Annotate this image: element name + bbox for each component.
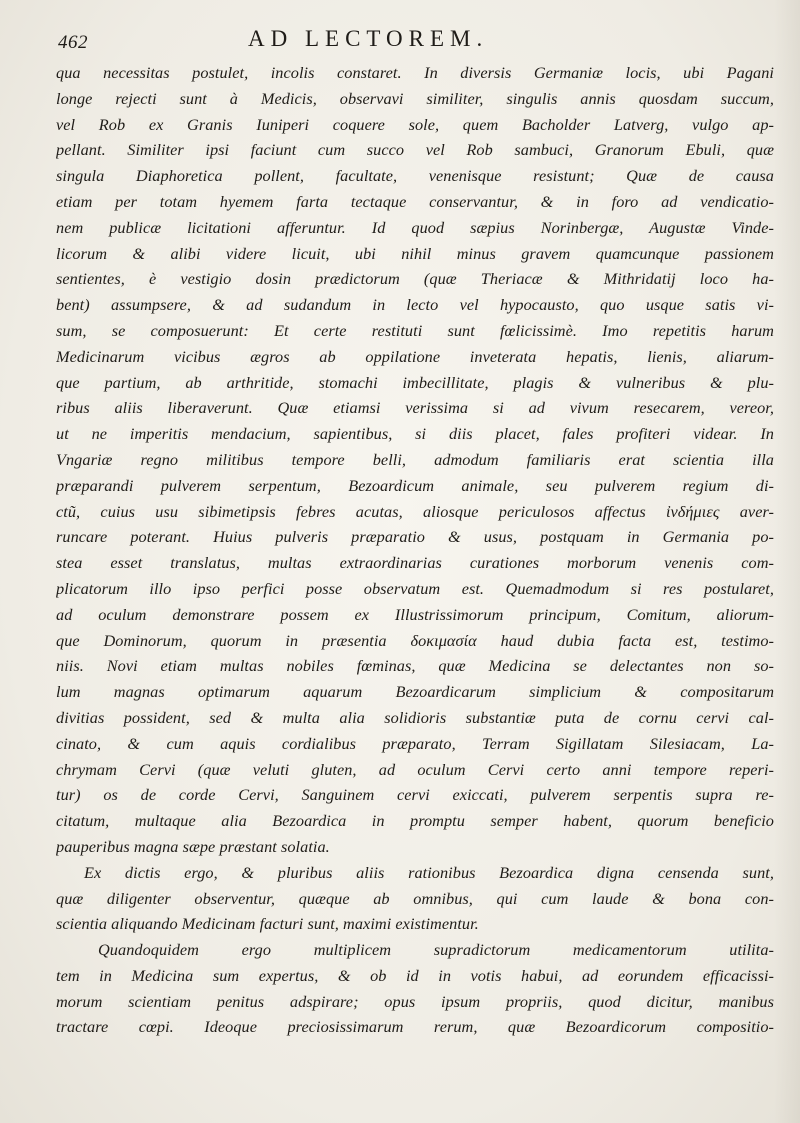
text-line: tem in Medicina sum expertus, & ob id in votis habui, ad eorundem efficacissi- [56,965,774,985]
paragraph-end-line: scientia aliquando Medicinam facturi sunt, maximi existimentur. [56,914,479,934]
paragraph-end-line: pauperibus magna sæpe præstant solatia. [56,836,330,856]
paragraph-start-line: Quandoquidem ergo multiplicem supradictorum medicamentorum utilita- [98,940,774,960]
text-line: bent) assumpsere, & ad sudandum in lecto vel hypocausto, quo usque satis vi- [56,295,774,315]
text-line: plicatorum illo ipso perfici posse observatum est. Quemadmodum si res postularet, [56,578,774,598]
text-line: sum, se composuerunt: Et certe restituti sunt fœlicissimè. Imo repetitis harum [56,320,774,340]
text-line: Medicinarum vicibus ægros ab oppilatione inveterata hepatis, lienis, aliarum- [56,346,774,366]
text-line: stea esset translatus, multas extraordinarias curationes morborum venenis com- [56,553,774,573]
text-line: ribus aliis liberaverunt. Quæ etiamsi verissima si ad vivum resecarem, vereor, [56,398,774,418]
body-text [56,60,774,1040]
text-line: ad oculum demonstrare possem ex Illustrissimorum principum, Comitum, aliorum- [56,604,774,624]
text-line: tractare cœpi. Ideoque preciosissimarum rerum, quæ Bezoardicorum compositio- [56,1017,774,1037]
text-line: runcare poterant. Huius pulveris præparatio & usus, postquam in Germania po- [56,527,774,547]
text-line: pellant. Similiter ipsi faciunt cum succo vel Rob sambuci, Granorum Ebuli, quæ [56,140,774,160]
text-line: etiam per totam hyemem farta tectaque conservantur, & in foro ad vendicatio- [56,191,774,211]
text-line: longe rejecti sunt à Medicis, observavi similiter, singulis annis quosdam succum, [56,88,774,108]
page-edge-shadow [774,0,800,1123]
text-line: vel Rob ex Granis Iuniperi coquere sole, quem Bacholder Latverg, vulgo ap- [56,114,774,134]
text-line: lum magnas optimarum aquarum Bezoardicarum simplicium & compositarum [56,682,774,702]
text-line: sentientes, è vestigio dosin prædictorum (quæ Theriacæ & Mithridatij loco ha- [56,269,774,289]
text-line: præparandi pulverem serpentum, Bezoardicum animale, seu pulverem regium di- [56,475,774,495]
paragraph-start-line: Ex dictis ergo, & pluribus aliis rationibus Bezoardica digna censenda sunt, [84,862,774,882]
text-line: ut ne imperitis mendacium, sapientibus, si diis placet, fales profiteri videar. In [56,424,774,444]
running-head [58,26,758,60]
text-line: morum scientiam penitus adspirare; opus ipsum propriis, quod dicitur, manibus [56,991,774,1011]
text-line: singula Diaphoretica pollent, facultate, venenisque resistunt; Quæ de causa [56,166,774,186]
text-line: citatum, multaque alia Bezoardica in promptu semper habent, quorum beneficio [56,811,774,831]
page-number: 462 [58,32,88,53]
text-line: ctũ, cuius usu sibimetipsis febres acutas, aliosque periculosos affectus ἰνδήμιες aver- [56,501,774,521]
text-line: nem publicæ licitationi afferuntur. Id quod sæpius Norinbergæ, Augustæ Vinde- [56,217,774,237]
text-line: chrymam Cervi (quæ veluti gluten, ad oculum Cervi certo anni tempore reperi- [56,759,774,779]
text-line: quæ diligenter observentur, quæque ab omnibus, qui cum laude & bona con- [56,888,774,908]
text-line: Vngariæ regno militibus tempore belli, admodum familiaris erat scientia illa [56,449,774,469]
text-line: divitias possident, sed & multa alia solidioris substantiæ puta de cornu cervi cal- [56,707,774,727]
text-line: cinato, & cum aquis cordialibus præparato, Terram Sigillatam Silesiacam, La- [56,733,774,753]
running-title: AD LECTOREM. [248,26,489,51]
text-line: qua necessitas postulet, incolis constaret. In diversis Germaniæ locis, ubi Pagani [56,63,774,82]
text-line: tur) os de corde Cervi, Sanguinem cervi exiccati, pulverem serpentis supra re- [56,785,774,805]
text-line: niis. Novi etiam multas nobiles fœminas, quæ Medicina se delectantes non so- [56,656,774,676]
text-line: que partium, ab arthritide, stomachi imbecillitate, plagis & vulneribus & plu- [56,372,774,392]
text-line: licorum & alibi videre licuit, ubi nihil minus gravem quamcunque passionem [56,243,774,263]
text-line: que Dominorum, quorum in præsentia δοκιμασία haud dubia facta est, testimo- [56,630,774,650]
